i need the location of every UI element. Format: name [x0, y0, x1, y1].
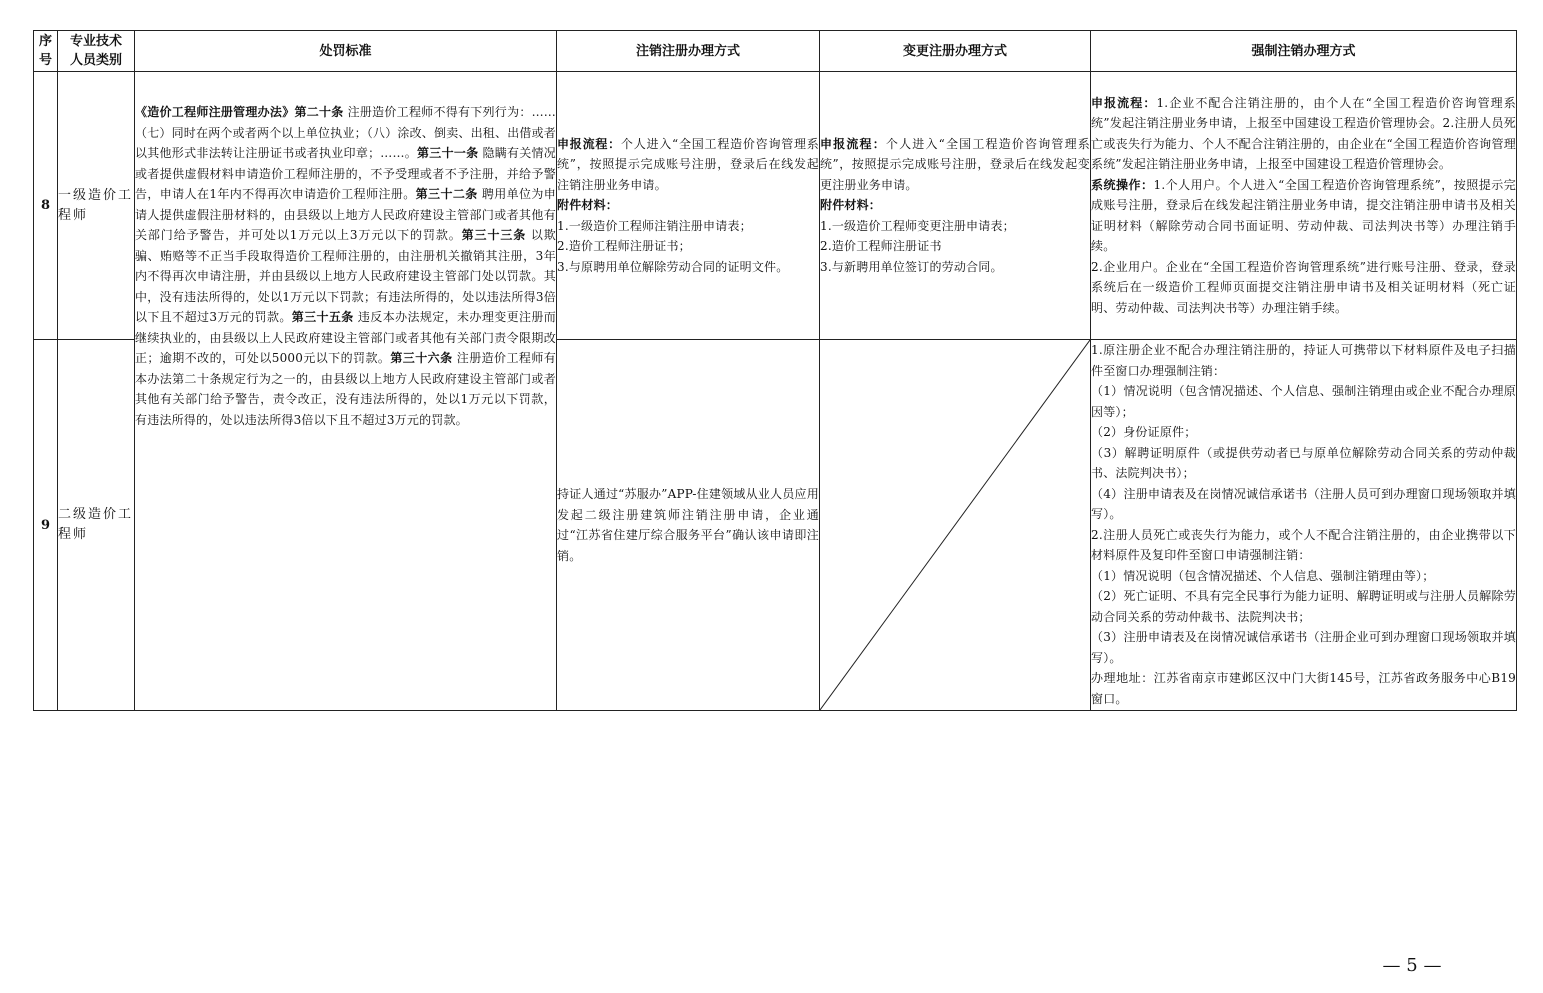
row-category: 二级造价工程师 [58, 340, 135, 711]
header-cancel: 注销注册办理方式 [557, 31, 820, 72]
change-proc-label: 申报流程： [820, 136, 886, 151]
penalty-text-32: 聘用单位为申请人提供虚假注册材料的，由县级以上地方人民政府建设主管部门或者其他有关部门给予警告，并可处以1万元以上3万元以下的罚款。 [135, 187, 556, 242]
row-number: 8 [34, 72, 58, 340]
penalty-article-31: 第三十一条 [417, 146, 479, 160]
penalty-article-36: 第三十六条 [390, 351, 453, 365]
header-penalty: 处罚标准 [135, 31, 557, 72]
forced-method-cell [1091, 72, 1517, 340]
forced-line: 办理地址：江苏省南京市建邺区汉中门大街145号，江苏省政务服务中心B19窗口。 [1091, 671, 1516, 706]
cancel-proc-label: 申报流程： [557, 136, 621, 151]
cancel-method-cell [557, 72, 820, 340]
forced-sys-text-2: 2.企业用户。企业在“全国工程造价咨询管理系统”进行账号注册、登录，登录系统后在一级造价工程师页面提交注销注册申请书及相关证明材料（死亡证明、劳动仲裁、司法判决书等）办理注销手续。 [1091, 259, 1516, 315]
table-row [34, 72, 1517, 340]
penalty-article-35: 第三十五条 [291, 310, 354, 324]
header-forced: 强制注销办理方式 [1091, 31, 1517, 72]
change-att-label: 附件材料： [820, 198, 882, 213]
page-number: — 5 — [1382, 955, 1442, 976]
cancel-att-item: 3.与原聘用单位解除劳动合同的证明文件。 [557, 259, 789, 274]
row-number: 9 [34, 340, 58, 711]
forced-line: 1.原注册企业不配合办理注销注册的，持证人可携带以下材料原件及电子扫描件至窗口办理强制注销： [1091, 343, 1516, 378]
change-proc-text: 个人进入“全国工程造价咨询管理系统”，按照提示完成账号注册，登录后在线发起变更注册业务申请。 [820, 136, 1090, 192]
change-att-item: 2.造价工程师注册证书 [820, 239, 942, 254]
forced-line: （2）死亡证明、不具有完全民事行为能力证明、解聘证明或与注册人员解除劳动合同关系的劳动仲裁书、法院判决书； [1091, 589, 1516, 624]
forced-line: （3）注册申请表及在岗情况诚信承诺书（注册企业可到办理窗口现场领取并填写）。 [1091, 630, 1516, 665]
change-att-item: 3.与新聘用单位签订的劳动合同。 [820, 259, 1003, 274]
cancel-att-item: 2.造价工程师注册证书； [557, 239, 691, 254]
table-header-row [34, 31, 1517, 72]
forced-line: （1）情况说明（包含情况描述、个人信息、强制注销理由等）； [1091, 568, 1435, 583]
forced-proc-text: 1.企业不配合注销注册的，由个人在“全国工程造价咨询管理系统”发起注销注册业务申请，上报至中国建设工程造价管理协会。2.注册人员死亡或丧失行为能力、个人不配合注销注册的，由企业在“全国工程造价咨询管理系统”发起注销注册业务申请，上报至中国建设工程造价管理协会。 [1091, 95, 1516, 172]
registration-table [33, 30, 1517, 711]
header-category: 专业技术人员类别 [58, 31, 135, 72]
forced-method-cell [1091, 340, 1517, 711]
cancel-proc-text: 个人进入“全国工程造价咨询管理系统”，按照提示完成账号注册，登录后在线发起注销注册业务申请。 [557, 136, 819, 192]
forced-line: （1）情况说明（包含情况描述、个人信息、强制注销理由或企业不配合办理原因等）； [1091, 384, 1516, 419]
forced-line: （2）身份证原件； [1091, 425, 1197, 439]
penalty-text-35: 违反本办法规定，未办理变更注册而继续执业的，由县级以上人民政府建设主管部门或者其他有关部门责令限期改正；逾期不改的，可处以5000元以下的罚款。 [135, 310, 556, 365]
cancel-method-cell: 持证人通过“苏服办”APP-住建领域从业人员应用发起二级注册建筑师注销注册申请，企业通过“江苏省住建厅综合服务平台”确认该申请即注销。 [557, 340, 820, 711]
header-seq: 序号 [34, 31, 58, 72]
forced-proc-label: 申报流程： [1091, 95, 1157, 110]
penalty-standard-cell [135, 72, 557, 711]
penalty-article-32: 第三十二条 [415, 187, 478, 201]
penalty-article-20: 《造价工程师注册管理办法》第二十条 [135, 105, 344, 119]
penalty-text-20: 注册造价工程师不得有下列行为：……（七）同时在两个或者两个以上单位执业；（八）涂改、倒卖、出租、出借或者以其他形式非法转让注册证书或者执业印章；……。 [135, 105, 557, 160]
penalty-text-33: 以欺骗、贿赂等不正当手段取得造价工程师注册的，由注册机关撤销其注册，3年内不得再次申请注册，并由县级以上地方人民政府建设主管部门处以罚款。其中，没有违法所得的，处以1万元以下罚款；有违法所得的，处以违法所得3倍以下且不超过3万元的罚款。 [135, 228, 556, 324]
header-change: 变更注册办理方式 [820, 31, 1091, 72]
penalty-article-33: 第三十三条 [461, 228, 527, 242]
change-method-cell [820, 72, 1091, 340]
cancel-att-label: 附件材料： [557, 198, 619, 213]
diagonal-line [820, 340, 1090, 710]
forced-line: 2.注册人员死亡或丧失行为能力，或个人不配合注销注册的，由企业携带以下材料原件及复印件至窗口申请强制注销： [1091, 527, 1516, 562]
row-category: 一级造价工程师 [58, 72, 135, 340]
forced-sys-text: 1.个人用户。个人进入“全国工程造价咨询管理系统”，按照提示完成账号注册，登录后在线发起注销注册业务申请，提交注销注册申请书及相关证明材料（解除劳动合同书面证明、劳动仲裁、司法判决书等）办理注销手续。 [1091, 177, 1516, 254]
forced-line: （3）解聘证明原件（或提供劳动者已与原单位解除劳动合同关系的劳动仲裁书、法院判决书）； [1091, 445, 1516, 480]
penalty-text-36: 注册造价工程师有本办法第二十条规定行为之一的，由县级以上地方人民政府建设主管部门或者其他有关部门给予警告，责令改正，没有违法所得的，处以1万元以下罚款，有违法所得的，处以违法所得3倍以下且不超过3万元的罚款。 [135, 351, 556, 427]
forced-sys-label: 系统操作： [1091, 177, 1154, 192]
penalty-text-31: 隐瞒有关情况或者提供虚假材料申请造价工程师注册的，不予受理或者不予注册，并给予警告，申请人在1年内不得再次申请造价工程师注册。 [135, 146, 556, 201]
change-att-item: 1.一级造价工程师变更注册申请表； [820, 218, 1015, 233]
cancel-att-item: 1.一级造价工程师注销注册申请表； [557, 218, 752, 233]
change-method-empty-cell [820, 340, 1091, 711]
forced-line: （4）注册申请表及在岗情况诚信承诺书（注册人员可到办理窗口现场领取并填写）。 [1091, 486, 1516, 521]
